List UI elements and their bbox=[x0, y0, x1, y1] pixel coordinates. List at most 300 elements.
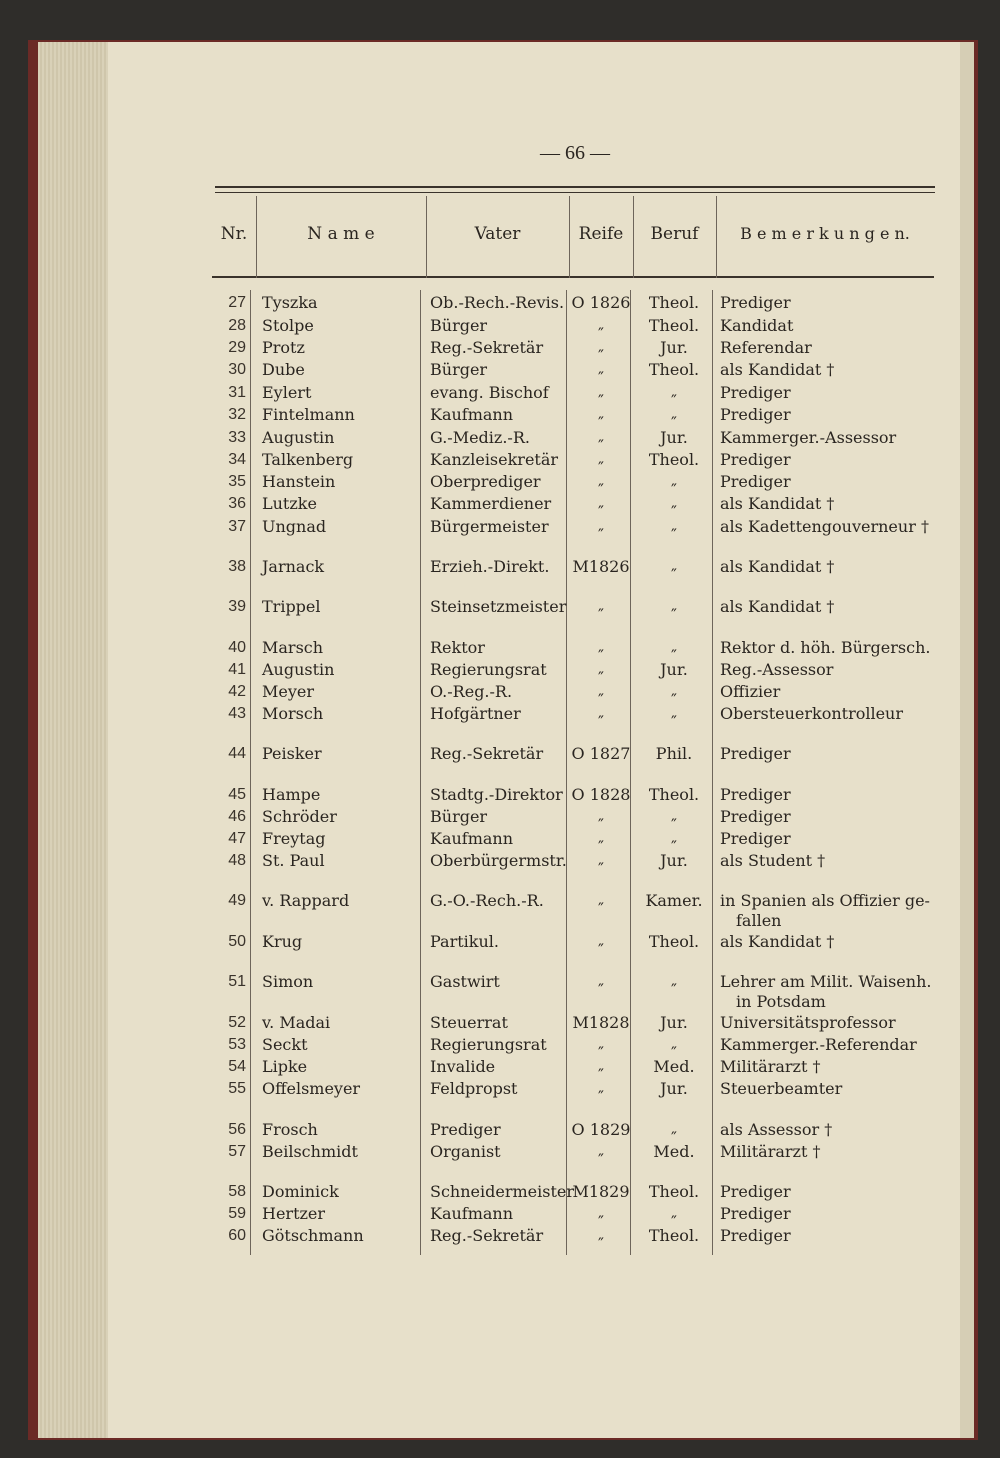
remarks-text: Prediger bbox=[720, 1182, 791, 1201]
row-number-text: 35 bbox=[228, 473, 246, 490]
profession-text: Jur. bbox=[660, 851, 688, 870]
page-number: — 66 — bbox=[540, 142, 610, 164]
remarks bbox=[720, 517, 929, 537]
graduation bbox=[570, 1013, 632, 1033]
student-name-text: Simon bbox=[262, 972, 314, 991]
student-name-text: Krug bbox=[262, 932, 303, 951]
remarks-text: Rektor d. höh. Bürgersch. bbox=[720, 638, 931, 657]
graduation-text: ″ bbox=[598, 690, 604, 709]
graduation-text: ″ bbox=[598, 368, 604, 387]
profession bbox=[634, 293, 714, 313]
graduation-text: M1828 bbox=[572, 1013, 630, 1032]
row-number-text: 33 bbox=[228, 429, 246, 446]
graduation bbox=[570, 293, 632, 313]
profession-text: ″ bbox=[671, 413, 677, 432]
remarks bbox=[720, 1120, 832, 1140]
remarks bbox=[720, 360, 834, 380]
graduation-text: ″ bbox=[598, 1043, 604, 1062]
row-number bbox=[210, 744, 246, 764]
row-number-text: 42 bbox=[228, 683, 246, 700]
graduation-text: M1826 bbox=[572, 557, 630, 576]
row-number bbox=[210, 972, 246, 992]
father-occupation bbox=[430, 807, 487, 827]
remarks-text: Prediger bbox=[720, 1204, 791, 1223]
father-occupation bbox=[430, 891, 544, 911]
student-name bbox=[262, 316, 314, 336]
remarks-text: Prediger bbox=[720, 807, 791, 826]
row-number-text: 59 bbox=[228, 1205, 246, 1222]
header-rule-top-thin bbox=[215, 192, 935, 193]
row-number-text: 44 bbox=[228, 745, 246, 762]
student-name bbox=[262, 1013, 330, 1033]
student-name-text: Dube bbox=[262, 360, 305, 379]
remarks bbox=[720, 785, 791, 805]
father-occupation-text: evang. Bischof bbox=[430, 383, 549, 402]
profession bbox=[634, 450, 714, 470]
father-occupation-text: Reg.-Sekretär bbox=[430, 1226, 544, 1245]
remarks bbox=[720, 891, 930, 931]
father-occupation bbox=[430, 316, 487, 336]
graduation-text: O 1827 bbox=[571, 744, 631, 763]
student-name-text: Hertzer bbox=[262, 1204, 326, 1223]
profession-text: ″ bbox=[671, 646, 677, 665]
student-name bbox=[262, 428, 334, 448]
profession bbox=[634, 428, 714, 448]
row-number-text: 53 bbox=[228, 1036, 246, 1053]
student-name bbox=[262, 704, 323, 724]
row-number bbox=[210, 704, 246, 724]
profession bbox=[634, 1079, 714, 1099]
row-number-text: 49 bbox=[228, 892, 246, 909]
remarks-text: als Kandidat † bbox=[720, 494, 835, 513]
row-number-text: 60 bbox=[228, 1227, 246, 1244]
profession bbox=[634, 316, 714, 336]
graduation-text: ″ bbox=[598, 980, 604, 999]
profession-text: Theol. bbox=[648, 932, 700, 951]
student-name-text: Meyer bbox=[262, 682, 315, 701]
row-number bbox=[210, 428, 246, 448]
student-name bbox=[262, 1120, 318, 1140]
remarks-text: als Kandidat † bbox=[720, 557, 835, 576]
graduation bbox=[570, 891, 632, 919]
student-name bbox=[262, 494, 317, 514]
profession bbox=[634, 597, 714, 625]
row-number-text: 38 bbox=[228, 558, 246, 575]
student-name bbox=[262, 660, 334, 680]
graduation-text: ″ bbox=[598, 1212, 604, 1231]
profession-text: Med. bbox=[653, 1057, 695, 1076]
column-divider bbox=[566, 290, 567, 1255]
father-occupation bbox=[430, 450, 558, 470]
student-name-text: Frosch bbox=[262, 1120, 318, 1139]
student-name bbox=[262, 1079, 360, 1099]
remarks-text: als Student † bbox=[720, 851, 826, 870]
row-number-text: 27 bbox=[228, 294, 246, 311]
profession-text: ″ bbox=[671, 690, 677, 709]
remarks-text: Prediger bbox=[720, 383, 791, 402]
profession-text: Kamer. bbox=[645, 891, 703, 910]
row-number-text: 40 bbox=[228, 639, 246, 656]
remarks bbox=[720, 428, 896, 448]
graduation bbox=[570, 557, 632, 577]
remarks bbox=[720, 1226, 791, 1246]
father-occupation-text: Bürger bbox=[430, 316, 488, 335]
profession-text: ″ bbox=[671, 525, 677, 544]
profession-text: Theol. bbox=[648, 360, 700, 379]
student-name-text: Stolpe bbox=[262, 316, 314, 335]
remarks-text: als Kandidat † bbox=[720, 932, 835, 951]
father-occupation-text: Bürger bbox=[430, 360, 488, 379]
remarks-text: als Kandidat † bbox=[720, 360, 835, 379]
row-number bbox=[210, 932, 246, 952]
profession-text: Theol. bbox=[648, 1226, 700, 1245]
row-number bbox=[210, 405, 246, 425]
profession-text: ″ bbox=[671, 837, 677, 856]
father-occupation bbox=[430, 338, 543, 358]
graduation-text: ″ bbox=[598, 1234, 604, 1253]
student-name bbox=[262, 785, 320, 805]
remarks-text: Prediger bbox=[720, 293, 791, 312]
graduation-text: ″ bbox=[598, 502, 604, 521]
profession bbox=[634, 744, 714, 764]
remarks bbox=[720, 1079, 842, 1099]
student-name bbox=[262, 597, 321, 617]
father-occupation bbox=[430, 360, 487, 380]
row-number-text: 55 bbox=[228, 1080, 246, 1097]
profession bbox=[634, 1142, 714, 1162]
student-name bbox=[262, 450, 353, 470]
student-name-text: Augustin bbox=[262, 428, 335, 447]
profession-text: ″ bbox=[671, 480, 677, 499]
profession-text: Theol. bbox=[648, 293, 700, 312]
father-occupation bbox=[430, 682, 512, 702]
graduation bbox=[570, 932, 632, 960]
father-occupation bbox=[430, 1204, 513, 1224]
father-occupation bbox=[430, 829, 513, 849]
row-number bbox=[210, 360, 246, 380]
column-divider bbox=[420, 290, 421, 1255]
father-occupation bbox=[430, 383, 549, 403]
father-occupation bbox=[430, 1226, 543, 1246]
father-occupation-text: Regierungsrat bbox=[430, 660, 547, 679]
profession-text: ″ bbox=[671, 565, 677, 584]
father-occupation bbox=[430, 557, 549, 577]
profession bbox=[634, 338, 714, 358]
father-occupation-text: Prediger bbox=[430, 1120, 501, 1139]
student-name-text: Hampe bbox=[262, 785, 321, 804]
father-occupation-text: Regierungsrat bbox=[430, 1035, 547, 1054]
graduation-text: O 1826 bbox=[571, 293, 631, 312]
student-name-text: Fintelmann bbox=[262, 405, 355, 424]
remarks-text: in Spanien als Offizier ge- bbox=[720, 891, 930, 910]
remarks bbox=[720, 293, 791, 313]
page-edges bbox=[38, 42, 108, 1438]
student-name-text: Eylert bbox=[262, 383, 312, 402]
student-name bbox=[262, 807, 337, 827]
student-name bbox=[262, 1142, 358, 1162]
father-occupation-text: Organist bbox=[430, 1142, 501, 1161]
father-occupation-text: Erzieh.-Direkt. bbox=[430, 557, 550, 576]
father-occupation bbox=[430, 660, 547, 680]
profession-text: Theol. bbox=[648, 316, 700, 335]
student-name-text: Schröder bbox=[262, 807, 337, 826]
father-occupation-text: Partikul. bbox=[430, 932, 499, 951]
father-occupation bbox=[430, 704, 521, 724]
student-name-text: Offelsmeyer bbox=[262, 1079, 361, 1098]
profession-text: ″ bbox=[671, 502, 677, 521]
student-name bbox=[262, 682, 314, 702]
remarks bbox=[720, 472, 791, 492]
remarks-text: Prediger bbox=[720, 450, 791, 469]
student-name bbox=[262, 517, 326, 537]
graduation bbox=[570, 972, 632, 1000]
father-occupation bbox=[430, 1013, 508, 1033]
row-number bbox=[210, 1182, 246, 1202]
profession-text: Jur. bbox=[660, 660, 688, 679]
row-number bbox=[210, 517, 246, 537]
profession-text: ″ bbox=[671, 605, 677, 624]
graduation-text: ″ bbox=[598, 605, 604, 624]
row-number-text: 50 bbox=[228, 933, 246, 950]
graduation-text: ″ bbox=[598, 837, 604, 856]
profession bbox=[634, 972, 714, 1000]
remarks-text: Prediger bbox=[720, 829, 791, 848]
graduation-text: ″ bbox=[598, 859, 604, 878]
profession bbox=[634, 517, 714, 545]
father-occupation-text: Oberbürgermstr. bbox=[430, 851, 567, 870]
row-number-text: 39 bbox=[228, 598, 246, 615]
graduation bbox=[570, 517, 632, 545]
header-reife: Reife bbox=[578, 224, 624, 244]
student-name bbox=[262, 1035, 308, 1055]
father-occupation bbox=[430, 405, 513, 425]
remarks-text: Militärarzt † bbox=[720, 1057, 821, 1076]
student-name-text: Seckt bbox=[262, 1035, 308, 1054]
remarks bbox=[720, 682, 780, 702]
facing-page-edge bbox=[960, 42, 974, 1438]
profession-text: ″ bbox=[671, 815, 677, 834]
remarks bbox=[720, 1035, 917, 1055]
row-number-text: 48 bbox=[228, 852, 246, 869]
father-occupation bbox=[430, 638, 485, 658]
profession bbox=[634, 1182, 714, 1202]
father-occupation bbox=[430, 293, 564, 313]
row-number-text: 54 bbox=[228, 1058, 246, 1075]
father-occupation-text: Reg.-Sekretär bbox=[430, 744, 544, 763]
row-number bbox=[210, 1226, 246, 1246]
row-number bbox=[210, 1120, 246, 1140]
remarks-text: Referendar bbox=[720, 338, 812, 357]
remarks-text: Kammerger.-Assessor bbox=[720, 428, 897, 447]
graduation-text: ″ bbox=[598, 480, 604, 499]
student-name-text: Hanstein bbox=[262, 472, 336, 491]
profession-text: ″ bbox=[671, 1043, 677, 1062]
remarks bbox=[720, 704, 903, 724]
remarks bbox=[720, 660, 833, 680]
father-occupation-text: Gastwirt bbox=[430, 972, 500, 991]
remarks bbox=[720, 851, 825, 871]
student-name-text: Augustin bbox=[262, 660, 335, 679]
profession bbox=[634, 704, 714, 732]
remarks bbox=[720, 807, 791, 827]
row-number-text: 46 bbox=[228, 808, 246, 825]
father-occupation bbox=[430, 851, 567, 871]
father-occupation-text: Reg.-Sekretär bbox=[430, 338, 544, 357]
student-name bbox=[262, 932, 302, 952]
remarks-text: als Kadettengouverneur † bbox=[720, 517, 929, 536]
profession-text: ″ bbox=[671, 712, 677, 731]
remarks-text: Obersteuerkontrolleur bbox=[720, 704, 904, 723]
row-number-text: 52 bbox=[228, 1014, 246, 1031]
student-name-text: St. Paul bbox=[262, 851, 325, 870]
graduation-text: ″ bbox=[598, 815, 604, 834]
student-name bbox=[262, 557, 324, 577]
graduation-text: ″ bbox=[598, 940, 604, 959]
graduation-text: ″ bbox=[598, 324, 604, 343]
row-number-text: 58 bbox=[228, 1183, 246, 1200]
remarks-text: Reg.-Assessor bbox=[720, 660, 834, 679]
student-name-text: Marsch bbox=[262, 638, 324, 657]
student-name-text: Tyszka bbox=[262, 293, 318, 312]
graduation-text: ″ bbox=[598, 1087, 604, 1106]
father-occupation-text: Kaufmann bbox=[430, 405, 514, 424]
remarks bbox=[720, 383, 791, 403]
graduation-text: ″ bbox=[598, 646, 604, 665]
profession bbox=[634, 1226, 714, 1246]
row-number-text: 41 bbox=[228, 661, 246, 678]
father-occupation-text: Hofgärtner bbox=[430, 704, 521, 723]
remarks-text: Lehrer am Milit. Waisenh. bbox=[720, 972, 932, 991]
header-nr: Nr. bbox=[220, 224, 248, 244]
profession-text: ″ bbox=[671, 980, 677, 999]
profession-text: Theol. bbox=[648, 1182, 700, 1201]
student-name-text: Beilschmidt bbox=[262, 1142, 358, 1161]
remarks-text: Prediger bbox=[720, 472, 791, 491]
profession-text: Theol. bbox=[648, 450, 700, 469]
father-occupation-text: Kammerdiener bbox=[430, 494, 552, 513]
student-name bbox=[262, 891, 349, 911]
remarks-text: Universitätsprofessor bbox=[720, 1013, 896, 1032]
row-number bbox=[210, 1057, 246, 1077]
remarks-text: Offizier bbox=[720, 682, 781, 701]
row-number-text: 57 bbox=[228, 1143, 246, 1160]
father-occupation-text: Feldpropst bbox=[430, 1079, 518, 1098]
father-occupation-text: Schneidermeister bbox=[430, 1182, 574, 1201]
profession bbox=[634, 360, 714, 380]
profession bbox=[634, 557, 714, 585]
remarks-text: Steuerbeamter bbox=[720, 1079, 843, 1098]
row-number-text: 43 bbox=[228, 705, 246, 722]
graduation bbox=[570, 1120, 632, 1140]
student-name-text: Ungnad bbox=[262, 517, 327, 536]
father-occupation-text: Oberprediger bbox=[430, 472, 541, 491]
student-name bbox=[262, 1057, 307, 1077]
student-name bbox=[262, 293, 318, 313]
remarks-text: Kammerger.-Referendar bbox=[720, 1035, 917, 1054]
remarks bbox=[720, 1142, 820, 1162]
graduation-text: ″ bbox=[598, 346, 604, 365]
row-number bbox=[210, 660, 246, 680]
row-number bbox=[210, 785, 246, 805]
remarks bbox=[720, 494, 834, 514]
row-number-text: 36 bbox=[228, 495, 246, 512]
graduation bbox=[570, 1142, 632, 1170]
student-name bbox=[262, 405, 355, 425]
row-number bbox=[210, 494, 246, 514]
father-occupation bbox=[430, 744, 543, 764]
student-name-text: Morsch bbox=[262, 704, 324, 723]
remarks-text: Prediger bbox=[720, 1226, 791, 1245]
profession-text: Jur. bbox=[660, 428, 688, 447]
student-name-text: Peisker bbox=[262, 744, 322, 763]
row-number-text: 45 bbox=[228, 786, 246, 803]
student-name-text: Lipke bbox=[262, 1057, 308, 1076]
profession bbox=[634, 932, 714, 952]
graduation bbox=[570, 851, 632, 879]
graduation-text: ″ bbox=[598, 391, 604, 410]
profession-text: Jur. bbox=[660, 1013, 688, 1032]
father-occupation-text: G.-Mediz.-R. bbox=[430, 428, 530, 447]
graduation-text: ″ bbox=[598, 1065, 604, 1084]
row-number bbox=[210, 1035, 246, 1055]
student-name-text: Götschmann bbox=[262, 1226, 364, 1245]
profession-text: Jur. bbox=[660, 338, 688, 357]
remarks bbox=[720, 450, 791, 470]
father-occupation-text: Invalide bbox=[430, 1057, 496, 1076]
row-number bbox=[210, 316, 246, 336]
row-number-text: 30 bbox=[228, 361, 246, 378]
student-name-text: Trippel bbox=[262, 597, 321, 616]
header-rule-bottom bbox=[212, 276, 934, 278]
graduation-text: ″ bbox=[598, 525, 604, 544]
remarks-continuation: in Potsdam bbox=[736, 992, 826, 1011]
remarks-text: als Assessor † bbox=[720, 1120, 833, 1139]
row-number-text: 28 bbox=[228, 317, 246, 334]
header-bemerkungen: B e m e r k u n g e n. bbox=[740, 224, 910, 243]
father-occupation-text: Stadtg.-Direktor bbox=[430, 785, 563, 804]
father-occupation-text: Ob.-Rech.-Revis. bbox=[430, 293, 565, 312]
student-name bbox=[262, 972, 313, 992]
remarks-continuation: fallen bbox=[736, 911, 782, 930]
student-name bbox=[262, 338, 305, 358]
student-name-text: v. Madai bbox=[262, 1013, 331, 1032]
remarks-text: Kandidat bbox=[720, 316, 794, 335]
row-number-text: 37 bbox=[228, 518, 246, 535]
father-occupation bbox=[430, 785, 563, 805]
student-name-text: Freytag bbox=[262, 829, 326, 848]
graduation bbox=[570, 1079, 632, 1107]
profession-text: ″ bbox=[671, 1212, 677, 1231]
remarks-text: Prediger bbox=[720, 785, 791, 804]
row-number bbox=[210, 891, 246, 911]
header-vater: Vater bbox=[474, 224, 521, 244]
profession bbox=[634, 851, 714, 871]
profession bbox=[634, 660, 714, 680]
remarks-text: Prediger bbox=[720, 405, 791, 424]
remarks bbox=[720, 638, 930, 658]
student-name-text: Dominick bbox=[262, 1182, 339, 1201]
graduation-text: ″ bbox=[598, 458, 604, 477]
father-occupation bbox=[430, 972, 500, 992]
father-occupation bbox=[430, 1057, 495, 1077]
father-occupation bbox=[430, 1142, 501, 1162]
remarks bbox=[720, 1057, 820, 1077]
student-name bbox=[262, 1204, 325, 1224]
row-number bbox=[210, 1142, 246, 1162]
graduation-text: ″ bbox=[598, 712, 604, 731]
father-occupation-text: Steinsetzmeister bbox=[430, 597, 567, 616]
remarks-text: Prediger bbox=[720, 744, 791, 763]
